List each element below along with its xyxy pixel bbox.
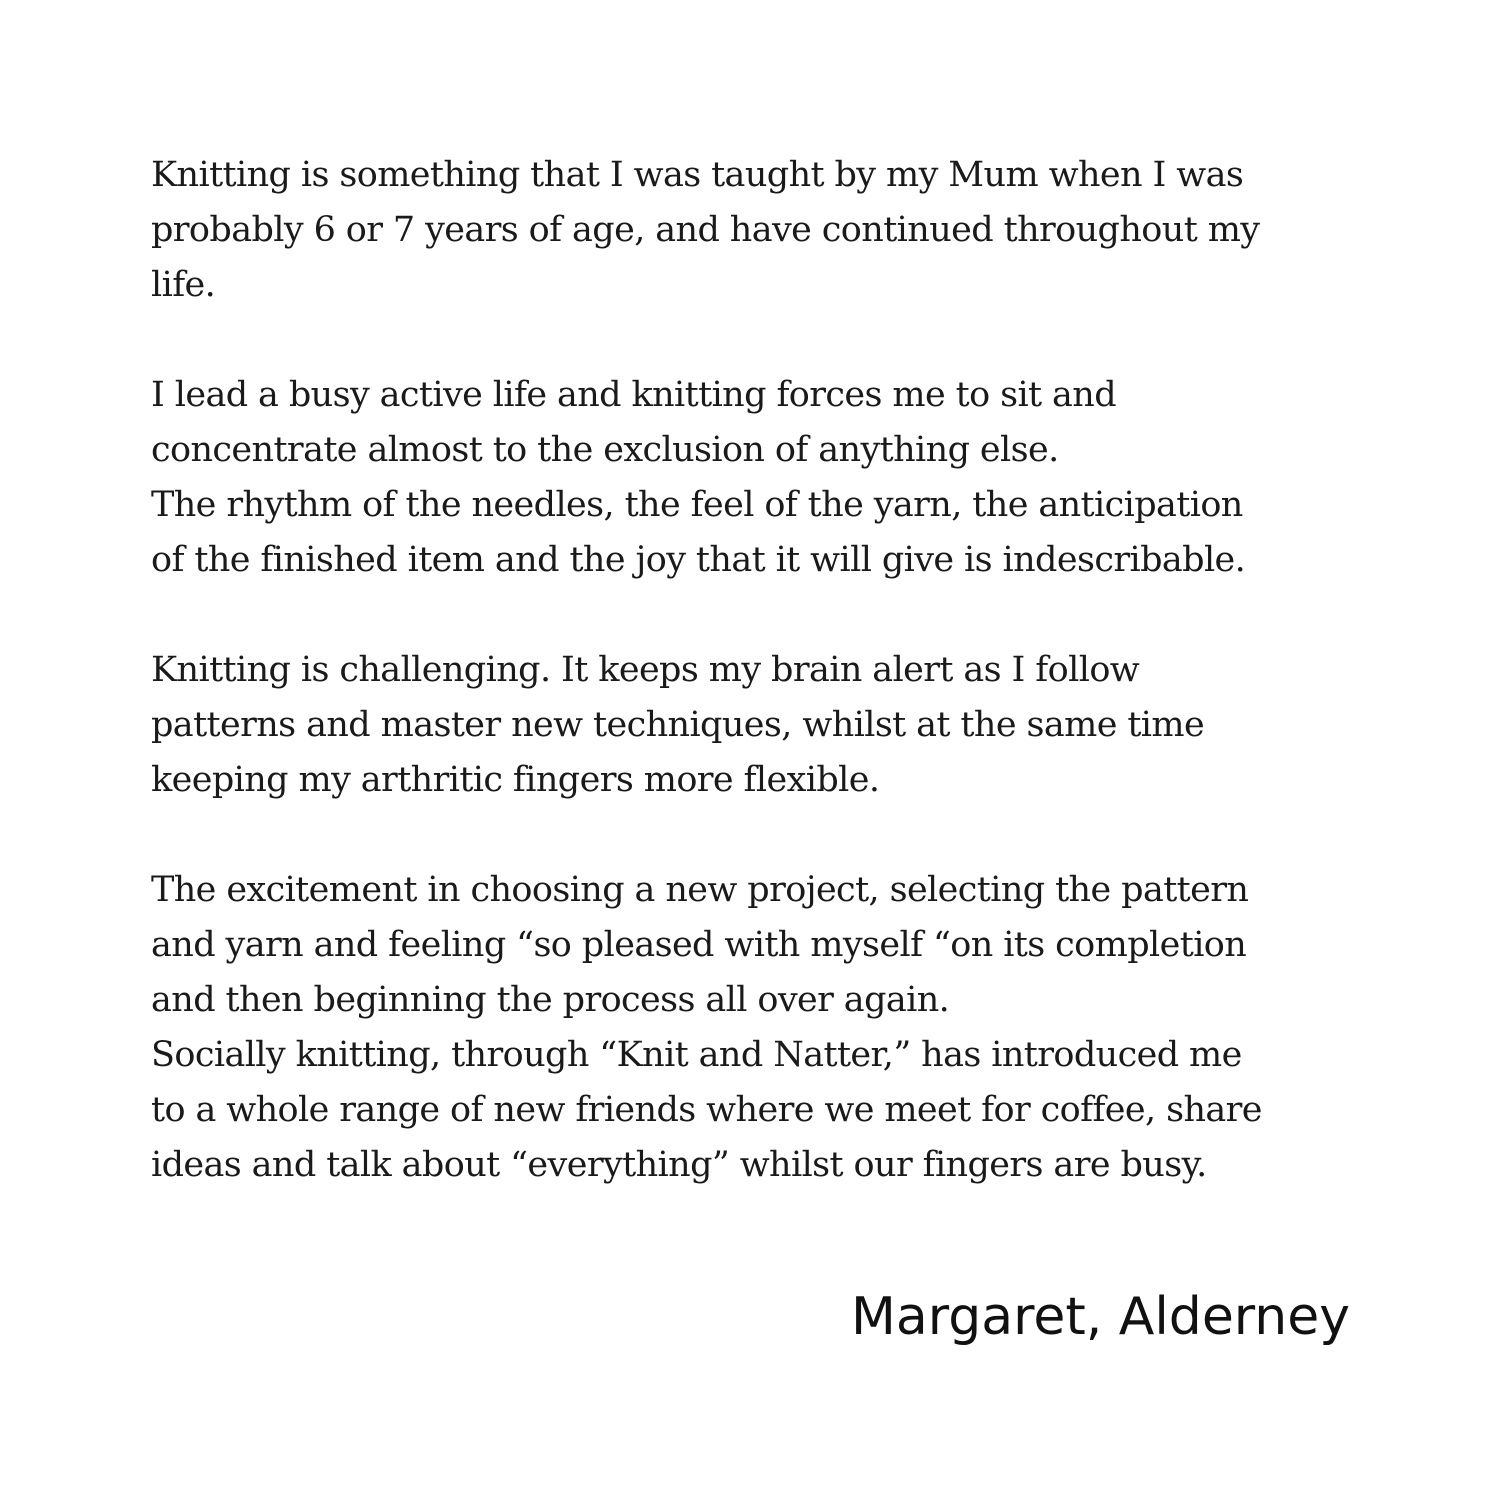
paragraph-1-line-3: life. — [151, 265, 216, 305]
paragraph-2-line-2: concentrate almost to the exclusion of anything else. — [151, 430, 1059, 470]
testimonial-body — [151, 148, 1371, 1193]
paragraph-1-line-1: Knitting is something that I was taught by my Mum when I was — [151, 155, 1244, 195]
paragraph-2-line-3: The rhythm of the needles, the feel of the yarn, the anticipation — [151, 485, 1243, 525]
paragraph-2-line-1: I lead a busy active life and knitting forces me to sit and — [151, 375, 1117, 415]
paragraph-3-line-3: keeping my arthritic fingers more flexible. — [151, 760, 880, 800]
paragraph-1-line-2: probably 6 or 7 years of age, and have continued throughout my — [151, 210, 1260, 250]
paragraph-2-line-4: of the finished item and the joy that it will give is indescribable. — [151, 540, 1246, 580]
paragraph-gap — [151, 313, 1371, 368]
paragraph-4-line-3: and then beginning the process all over again. — [151, 980, 950, 1020]
paragraph-3-line-2: patterns and master new techniques, whilst at the same time — [151, 705, 1205, 745]
paragraph-4-line-1: The excitement in choosing a new project, selecting the pattern — [151, 870, 1249, 910]
paragraph-gap — [151, 808, 1371, 863]
author-signature: Margaret, Alderney — [851, 1287, 1350, 1347]
paragraph-4-line-4: Socially knitting, through “Knit and Natter,” has introduced me — [151, 1035, 1242, 1075]
paragraph-4-line-2: and yarn and feeling “so pleased with myself “on its completion — [151, 925, 1247, 965]
paragraph-3-line-1: Knitting is challenging. It keeps my brain alert as I follow — [151, 650, 1140, 690]
paragraph-4-line-6: ideas and talk about “everything” whilst our fingers are busy. — [151, 1145, 1207, 1185]
paragraph-gap — [151, 588, 1371, 643]
paragraph-4-line-5: to a whole range of new friends where we meet for coffee, share — [151, 1090, 1262, 1130]
